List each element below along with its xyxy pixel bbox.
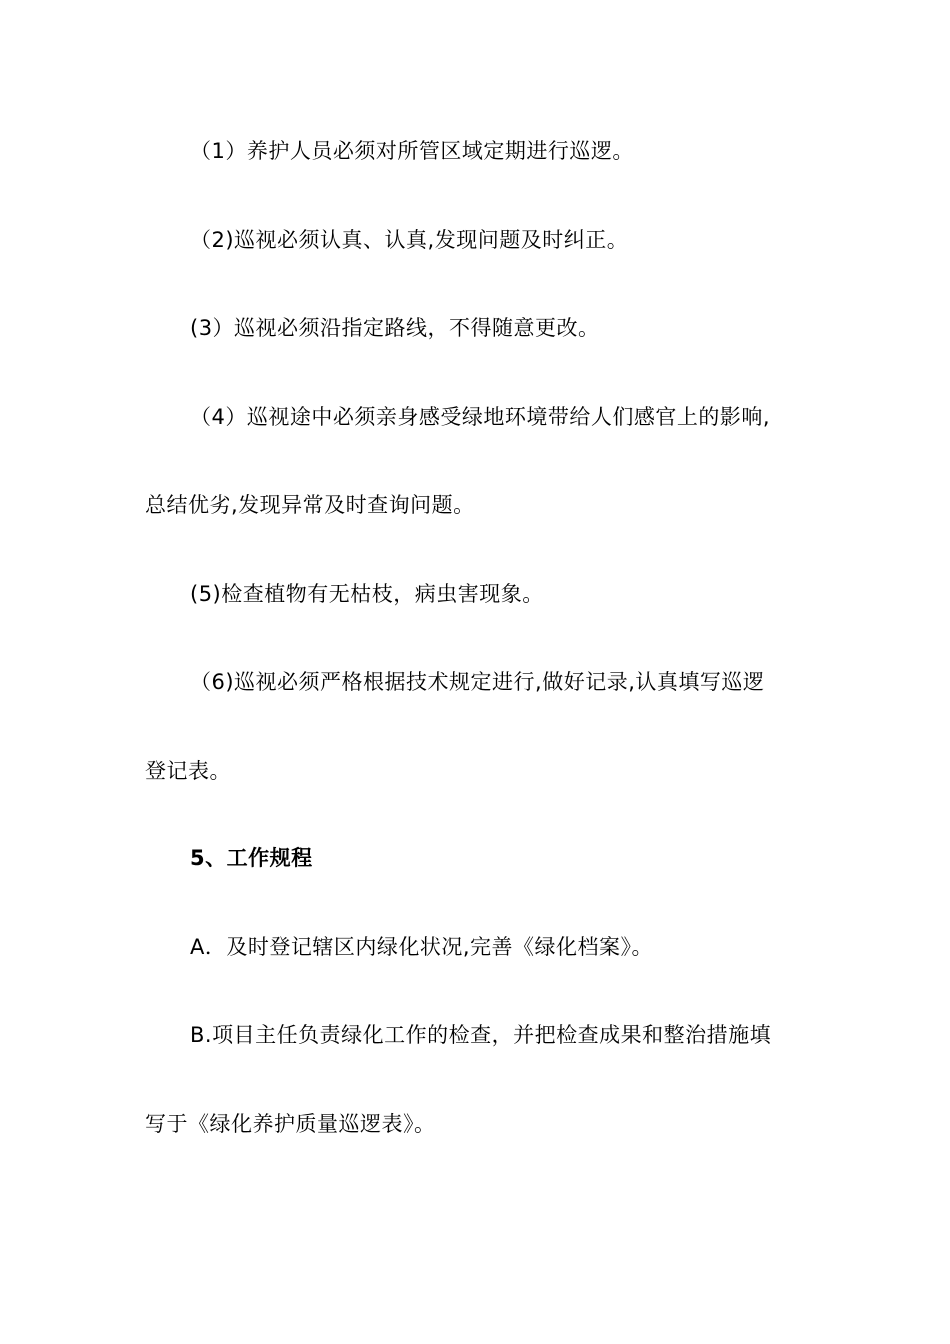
section-heading: 5、工作规程 xyxy=(190,846,313,870)
paragraph-2: （2)巡视必须认真、认真,发现问题及时纠正。 xyxy=(190,228,629,252)
paragraph-6-line-2: 登记表。 xyxy=(145,759,231,783)
paragraph-b-line-1: B.项目主任负责绿化工作的检查，并把检查成果和整治措施填 xyxy=(190,1023,772,1047)
paragraph-a: A．及时登记辖区内绿化状况,完善《绿化档案》。 xyxy=(190,935,654,959)
paragraph-6-line-1: （6)巡视必须严格根据技术规定进行,做好记录,认真填写巡逻 xyxy=(190,670,765,694)
paragraph-4-line-2: 总结优劣,发现异常及时查询问题。 xyxy=(145,493,475,517)
paragraph-3: (3）巡视必须沿指定路线，不得随意更改。 xyxy=(190,316,600,340)
paragraph-5: (5)检查植物有无枯枝，病虫害现象。 xyxy=(190,582,544,606)
paragraph-b-line-2: 写于《绿化养护质量巡逻表》。 xyxy=(145,1112,436,1136)
paragraph-1: （1）养护人员必须对所管区域定期进行巡逻。 xyxy=(190,139,634,163)
paragraph-4-line-1: （4）巡视途中必须亲身感受绿地环境带给人们感官上的影响, xyxy=(190,405,771,429)
